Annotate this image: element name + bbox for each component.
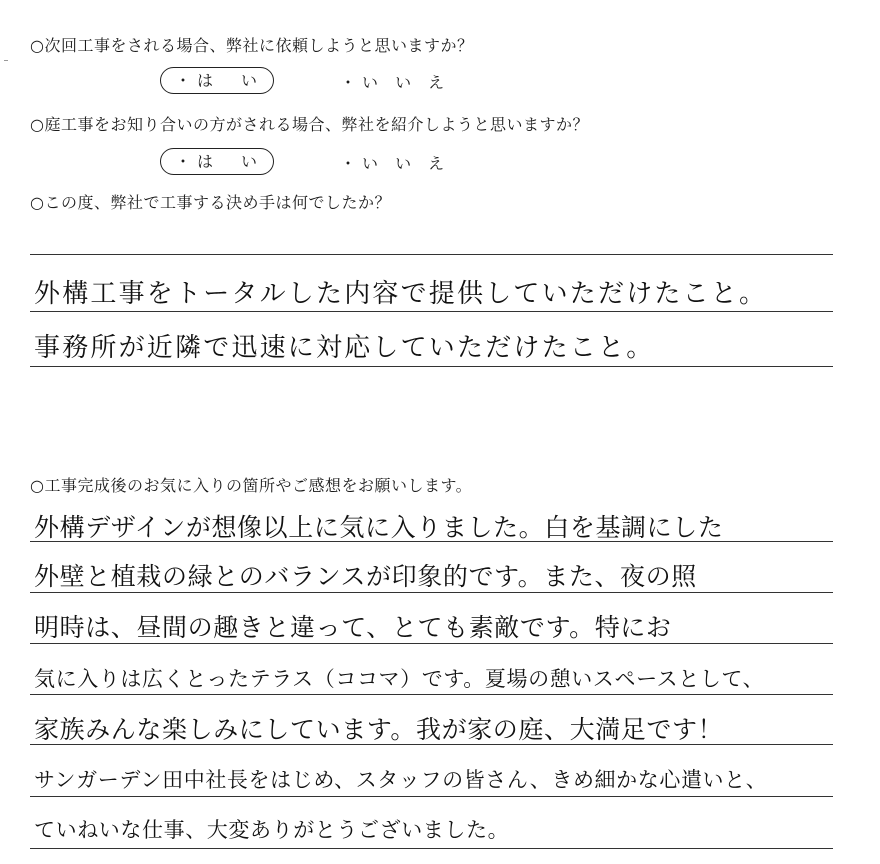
answer-rule xyxy=(30,541,833,542)
answer-rule xyxy=(30,643,833,644)
question-4-answer-line-6: サンガーデン田中社長をはじめ、スタッフの皆さん、きめ細かな心遣いと、 xyxy=(34,768,768,792)
question-1-no-option[interactable]: ・い い え xyxy=(340,73,451,92)
question-3-answer-line-1: 外構工事をトータルした内容で提供していただけたこと。 xyxy=(34,279,768,309)
question-4-answer-line-2: 外壁と植栽の緑とのバランスが印象的です。また、夜の照 xyxy=(34,562,697,591)
question-3-label: ○この度、弊社で工事する決め手は何でしたか？ xyxy=(30,193,391,212)
answer-rule xyxy=(30,694,833,695)
question-4-label: ○工事完成後のお気に入りの箇所やご感想をお願いします。 xyxy=(30,476,473,495)
question-2-yes-circled: ・は い xyxy=(160,148,274,175)
answer-rule xyxy=(30,744,833,745)
question-1-yes-option[interactable] xyxy=(160,68,274,91)
question-2-label: ○庭工事をお知り合いの方がされる場合、弊社を紹介しようと思いますか？ xyxy=(30,115,589,134)
question-4-answer-line-7: ていねいな仕事、大変ありがとうございました。 xyxy=(34,818,510,842)
question-2-no-option[interactable]: ・い い え xyxy=(340,154,451,173)
question-4-answer-line-3: 明時は、昼間の趣きと違って、とても素敵です。特にお xyxy=(34,613,672,642)
question-1-label: ○次回工事をされる場合、弊社に依頼しようと思いますか？ xyxy=(30,36,474,55)
answer-rule xyxy=(30,366,833,367)
question-4-answer-line-1: 外構デザインが想像以上に気に入りました。白を基調にした xyxy=(34,513,724,542)
question-2-yes-option[interactable] xyxy=(160,149,274,172)
scan-mark xyxy=(4,60,8,61)
answer-rule xyxy=(30,254,833,255)
question-4-answer-line-4: 気に入りは広くとったテラス（ココマ）です。夏場の憩いスペースとして、 xyxy=(34,667,765,691)
answer-rule xyxy=(30,592,833,593)
answer-rule xyxy=(30,311,833,312)
question-1-yes-circled: ・は い xyxy=(160,67,274,94)
question-3-answer-line-2: 事務所が近隣で迅速に対応していただけたこと。 xyxy=(34,333,655,363)
answer-rule xyxy=(30,796,833,797)
question-4-answer-line-5: 家族みんな楽しみにしています。我が家の庭、大満足です！ xyxy=(34,715,724,744)
answer-rule xyxy=(30,848,833,849)
